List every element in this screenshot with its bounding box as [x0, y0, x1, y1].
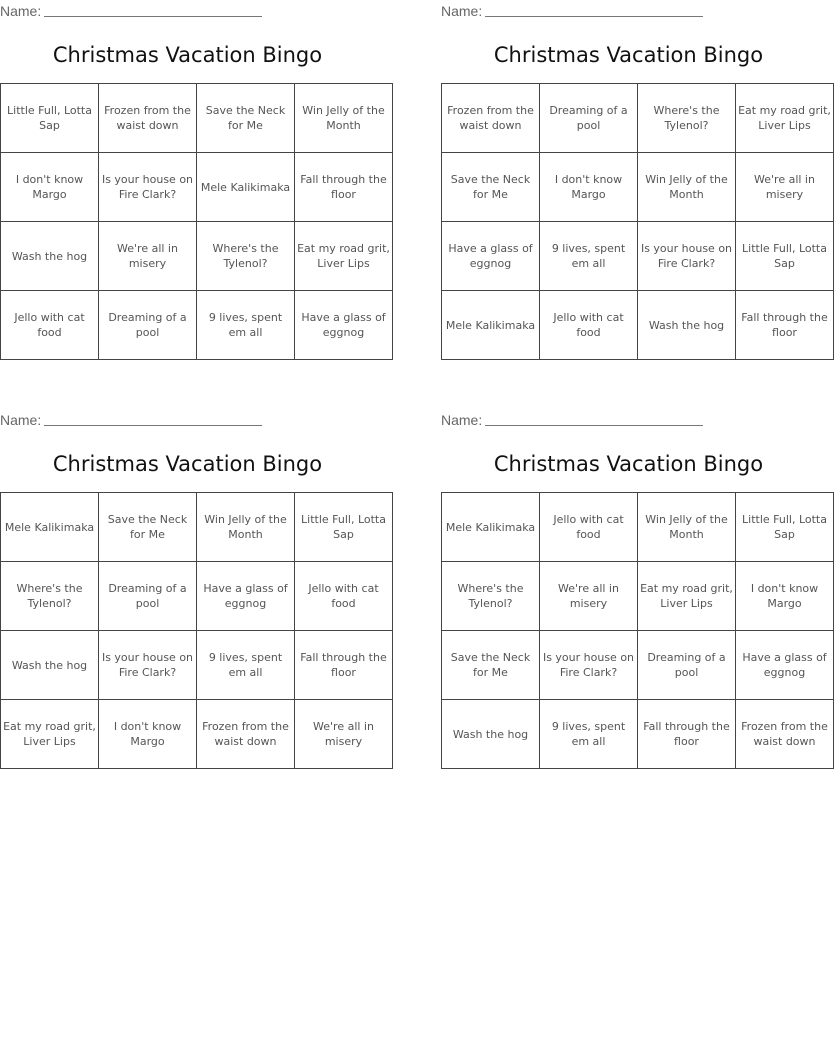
bingo-cell: I don't know Margo — [540, 153, 638, 222]
bingo-cell: We're all in misery — [295, 700, 393, 769]
bingo-grid — [441, 492, 834, 769]
bingo-cell: Have a glass of eggnog — [295, 291, 393, 360]
grid-row — [1, 153, 393, 222]
bingo-cell: Little Full, Lotta Sap — [295, 493, 393, 562]
bingo-cell: Win Jelly of the Month — [638, 153, 736, 222]
bingo-cell: Frozen from the waist down — [442, 84, 540, 153]
bingo-cell: Little Full, Lotta Sap — [736, 222, 834, 291]
bingo-cell: Dreaming of a pool — [540, 84, 638, 153]
grid-row — [442, 700, 834, 769]
grid-row — [1, 700, 393, 769]
bingo-cell: Mele Kalikimaka — [1, 493, 99, 562]
bingo-cell: Fall through the floor — [638, 700, 736, 769]
bingo-cell: Where's the Tylenol? — [197, 222, 295, 291]
name-field — [441, 411, 703, 429]
bingo-cell: Frozen from the waist down — [197, 700, 295, 769]
bingo-cell: Jello with cat food — [540, 291, 638, 360]
bingo-cell: Mele Kalikimaka — [442, 493, 540, 562]
name-blank-line — [44, 411, 262, 426]
grid-row — [1, 562, 393, 631]
bingo-cell: 9 lives, spent em all — [540, 700, 638, 769]
name-label: Name: — [0, 412, 42, 428]
bingo-cell: Where's the Tylenol? — [638, 84, 736, 153]
bingo-cell: Eat my road grit, Liver Lips — [638, 562, 736, 631]
bingo-cell: Is your house on Fire Clark? — [638, 222, 736, 291]
card-title: Christmas Vacation Bingo — [493, 452, 764, 476]
bingo-cell: Save the Neck for Me — [99, 493, 197, 562]
name-blank-line — [485, 2, 703, 17]
bingo-card-1 — [0, 0, 390, 365]
grid-row — [1, 291, 393, 360]
bingo-card-2 — [441, 0, 831, 365]
card-title: Christmas Vacation Bingo — [52, 452, 323, 476]
bingo-cell: Where's the Tylenol? — [442, 562, 540, 631]
bingo-cell: Dreaming of a pool — [99, 291, 197, 360]
bingo-cell: Little Full, Lotta Sap — [736, 493, 834, 562]
bingo-cell: Frozen from the waist down — [736, 700, 834, 769]
name-field — [0, 2, 262, 20]
bingo-card-3 — [0, 409, 387, 774]
bingo-card-4 — [441, 409, 828, 774]
bingo-cell: Save the Neck for Me — [197, 84, 295, 153]
bingo-cell: I don't know Margo — [99, 700, 197, 769]
bingo-cell: Mele Kalikimaka — [442, 291, 540, 360]
name-field — [441, 2, 703, 20]
bingo-cell: Win Jelly of the Month — [638, 493, 736, 562]
grid-row — [1, 84, 393, 153]
name-label: Name: — [0, 3, 42, 19]
bingo-cell: I don't know Margo — [1, 153, 99, 222]
grid-row — [442, 562, 834, 631]
bingo-cell: Jello with cat food — [1, 291, 99, 360]
bingo-cell: Have a glass of eggnog — [442, 222, 540, 291]
name-blank-line — [44, 2, 262, 17]
bingo-cell: Little Full, Lotta Sap — [1, 84, 99, 153]
bingo-cell: Jello with cat food — [540, 493, 638, 562]
bingo-cell: Is your house on Fire Clark? — [99, 631, 197, 700]
bingo-cell: Wash the hog — [1, 631, 99, 700]
bingo-cell: Is your house on Fire Clark? — [540, 631, 638, 700]
bingo-cell: Frozen from the waist down — [99, 84, 197, 153]
grid-row — [1, 493, 393, 562]
bingo-cell: 9 lives, spent em all — [197, 631, 295, 700]
card-title: Christmas Vacation Bingo — [52, 43, 323, 67]
grid-row — [442, 84, 834, 153]
bingo-cell: Wash the hog — [442, 700, 540, 769]
bingo-grid — [441, 83, 834, 360]
bingo-grid — [0, 492, 393, 769]
bingo-cell: Where's the Tylenol? — [1, 562, 99, 631]
bingo-cell: Mele Kalikimaka — [197, 153, 295, 222]
bingo-cell: Save the Neck for Me — [442, 631, 540, 700]
bingo-cell: Eat my road grit, Liver Lips — [295, 222, 393, 291]
bingo-cell: We're all in misery — [540, 562, 638, 631]
bingo-cell: Have a glass of eggnog — [197, 562, 295, 631]
grid-row — [442, 222, 834, 291]
bingo-cell: Win Jelly of the Month — [197, 493, 295, 562]
bingo-cell: Fall through the floor — [736, 291, 834, 360]
bingo-cell: I don't know Margo — [736, 562, 834, 631]
bingo-cell: Win Jelly of the Month — [295, 84, 393, 153]
bingo-cell: 9 lives, spent em all — [197, 291, 295, 360]
grid-row — [442, 153, 834, 222]
bingo-cell: Wash the hog — [638, 291, 736, 360]
bingo-cell: Wash the hog — [1, 222, 99, 291]
bingo-cell: Jello with cat food — [295, 562, 393, 631]
bingo-cell: Have a glass of eggnog — [736, 631, 834, 700]
grid-row — [442, 493, 834, 562]
bingo-cell: Is your house on Fire Clark? — [99, 153, 197, 222]
bingo-grid — [0, 83, 393, 360]
grid-row — [442, 631, 834, 700]
name-label: Name: — [441, 3, 483, 19]
bingo-cell: Eat my road grit, Liver Lips — [1, 700, 99, 769]
name-label: Name: — [441, 412, 483, 428]
grid-row — [442, 291, 834, 360]
bingo-cell: Save the Neck for Me — [442, 153, 540, 222]
name-field — [0, 411, 262, 429]
bingo-cell: 9 lives, spent em all — [540, 222, 638, 291]
grid-row — [1, 222, 393, 291]
bingo-cell: Fall through the floor — [295, 153, 393, 222]
bingo-cell: Dreaming of a pool — [99, 562, 197, 631]
bingo-cell: Fall through the floor — [295, 631, 393, 700]
bingo-cell: We're all in misery — [736, 153, 834, 222]
bingo-cell: We're all in misery — [99, 222, 197, 291]
bingo-cell: Dreaming of a pool — [638, 631, 736, 700]
name-blank-line — [485, 411, 703, 426]
bingo-cell: Eat my road grit, Liver Lips — [736, 84, 834, 153]
grid-row — [1, 631, 393, 700]
card-title: Christmas Vacation Bingo — [493, 43, 764, 67]
